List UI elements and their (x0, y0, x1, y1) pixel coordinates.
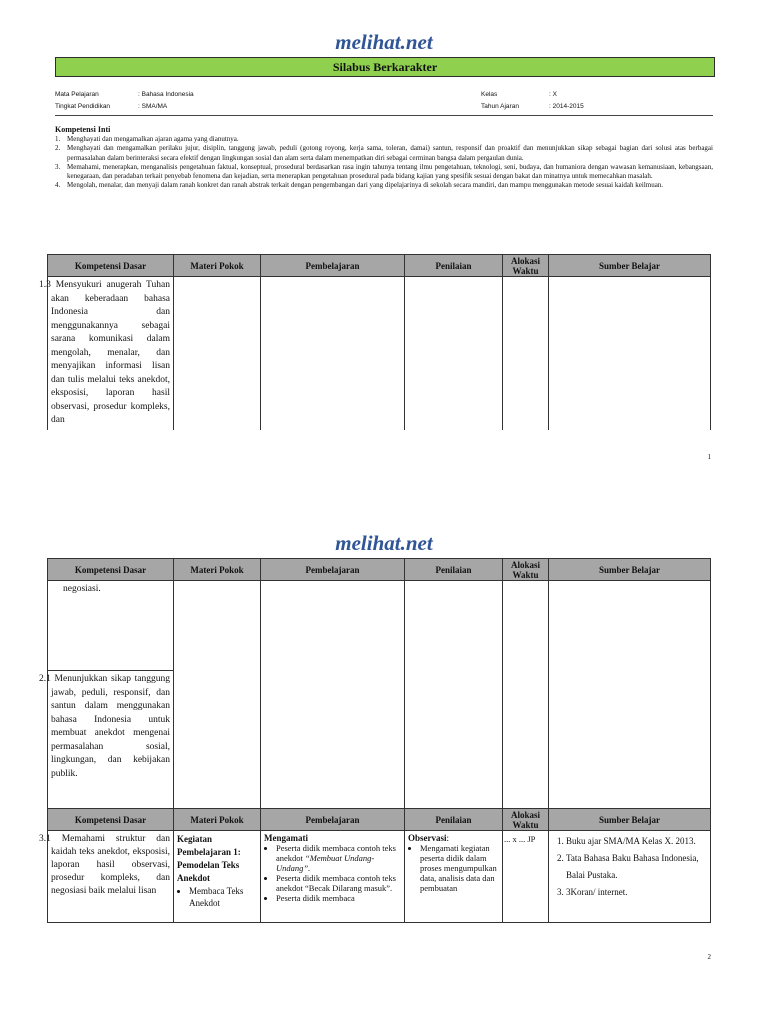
ki-item: 3. Memahami, menerapkan, menganalisis pengetahuan faktual, konseptual, prosedural berdasarkan rasa ingin tahunya tentang ilmu pengetahuan, teknologi, seni, budaya, dan humaniora dengan wawasan kemanusiaan, kebangsaan, kenegaraan, dan peradaban terkait penyebab fenomena dan kejadian, serta menerapkan pengetahuan prosedural pada bidang kajian yang spesifik sesuai dengan bakat dan minatnya untuk memecahkan masalah. (55, 162, 713, 181)
header-penilaian: Penilaian (405, 255, 503, 277)
kd-3-1: 3.1 Memahami struktur dan kaidah teks anekdot, eksposisi, laporan hasil observasi, prosedur kompleks, dan negosiasi baik melalui lisan (48, 831, 174, 923)
kd-2-1: 2.1 Menunjukkan sikap tanggung jawab, peduli, responsif, dan santun dalam menggunakan bahasa Indonesia untuk membuat anekdot mengenai permasalahan sosial, lingkungan, dan kebijakan publik. (48, 671, 174, 809)
header-materi-pokok: Materi Pokok (174, 255, 261, 277)
pembelajaran-title: Mengamati (264, 833, 308, 843)
penilaian-title: Observasi (408, 833, 447, 843)
meta-kelas-label: Kelas (481, 91, 498, 98)
site-name: melihat.net (335, 30, 433, 54)
header-penilaian: Penilaian (405, 559, 503, 581)
header-kompetensi-dasar: Kompetensi Dasar (48, 255, 174, 277)
pembelajaran-bullet: • Peserta didik membaca (276, 893, 401, 903)
header-materi-pokok: Materi Pokok (174, 809, 261, 831)
page-number: 2 (707, 953, 711, 961)
kompetensi-inti-title: Kompetensi Inti (55, 125, 111, 134)
header-kompetensi-dasar: Kompetensi Dasar (48, 559, 174, 581)
materi-bullet: • Membaca Teks Anekdot (189, 885, 257, 909)
table-row (48, 671, 711, 809)
syllabus-table-page1 (39, 254, 711, 430)
sumber-item: 1. Buku ajar SMA/MA Kelas X. 2013. (566, 833, 707, 850)
header-alokasi-waktu: Alokasi Waktu (503, 255, 549, 277)
sumber-item: 3. 3Koran/ internet. (566, 884, 707, 901)
alokasi-waktu-value: ... x ... JP (503, 831, 549, 923)
header-pembelajaran: Pembelajaran (261, 809, 405, 831)
header-penilaian: Penilaian (405, 809, 503, 831)
sumber-belajar-cell (549, 831, 711, 923)
materi-title: Kegiatan Pembelajaran 1: Pemodelan Teks Anekdot (177, 834, 241, 883)
doc-title: Silabus Berkarakter (55, 57, 715, 77)
table-row (48, 831, 711, 923)
header-pembelajaran: Pembelajaran (261, 559, 405, 581)
pembelajaran-bullet: • Peserta didik membaca contoh teks anekdot “Becak Dilarang masuk”. (276, 873, 401, 893)
meta-divider (55, 115, 713, 116)
syllabus-table-page2 (39, 558, 711, 923)
header-sumber-belajar: Sumber Belajar (549, 559, 711, 581)
ki-item: 1. Menghayati dan mengamalkan ajaran agama yang dianutnya. (55, 135, 239, 143)
meta-tahun-label: Tahun Ajaran (481, 103, 519, 110)
meta-tingkat-label: Tingkat Pendidikan (55, 103, 111, 110)
header-sumber-belajar: Sumber Belajar (549, 809, 711, 831)
meta-mapel-label: Mata Pelajaran (55, 91, 99, 98)
header-alokasi-waktu: Alokasi Waktu (503, 809, 549, 831)
penilaian-bullet: • Mengamati kegiatan peserta didik dalam proses mengumpulkan data, analisis data dan pembuatan (420, 843, 499, 893)
meta-tahun-value: : 2014-2015 (549, 103, 584, 110)
meta-tingkat-value: : SMA/MA (138, 103, 168, 110)
site-name: melihat.net (335, 531, 433, 555)
sumber-item: 2. Tata Bahasa Baku Bahasa Indonesia, Balai Pustaka. (566, 850, 707, 884)
ki-item: 2. Menghayati dan mengamalkan perilaku jujur, disiplin, tanggung jawab, peduli (gotong royong, kerja sama, toleran, damai) santun, responsif dan proaktif dan menunjukkan sikap sebagai bagian dari solusi atas berbagai permasalahan dalam berinteraksi secara efektif dengan lingkungan sosial dan alam serta dalam menempatkan diri sebagai cerminan bangsa dalam pergaulan dunia. (55, 144, 713, 162)
page-number: 1 (707, 453, 711, 461)
header-alokasi-waktu: Alokasi Waktu (503, 559, 549, 581)
penilaian-cell: Observasi: • Mengamati kegiatan peserta didik dalam proses mengumpulkan data, analisis data dan pembuatan (405, 831, 503, 923)
materi-pokok-cell (174, 831, 261, 923)
header-materi-pokok: Materi Pokok (174, 559, 261, 581)
kd-1-3: 1.3 Mensyukuri anugerah Tuhan akan keberadaan bahasa Indonesia dan menggunakannya sebagai sarana komunikasi dalam mengolah, menalar, dan menyajikan informasi lisan dan tulis melalui teks anekdot, eksposisi, laporan hasil observasi, prosedur kompleks, dan (48, 277, 174, 430)
pembelajaran-cell (261, 831, 405, 923)
ki-item: 4. Mengolah, menalar, dan menyaji dalam ranah konkret dan ranah abstrak terkait dengan pengembangan dari yang dipelajarinya di sekolah secara mandiri, dan mampu menggunakan metode sesuai kaidah keilmuan. (55, 181, 664, 190)
meta-kelas-value: : X (549, 91, 557, 98)
header-kompetensi-dasar: Kompetensi Dasar (48, 809, 174, 831)
kd-1-3-cont: negosiasi. (48, 581, 174, 671)
pembelajaran-bullet: • Peserta didik membaca contoh teks anekdot “Membuat Undang-Undang”. (276, 843, 401, 873)
table-row (48, 277, 711, 430)
kompetensi-inti-list (55, 135, 713, 191)
meta-mapel-value: : Bahasa Indonesia (138, 91, 194, 98)
header-sumber-belajar: Sumber Belajar (549, 255, 711, 277)
header-pembelajaran: Pembelajaran (261, 255, 405, 277)
table-row (48, 581, 711, 671)
